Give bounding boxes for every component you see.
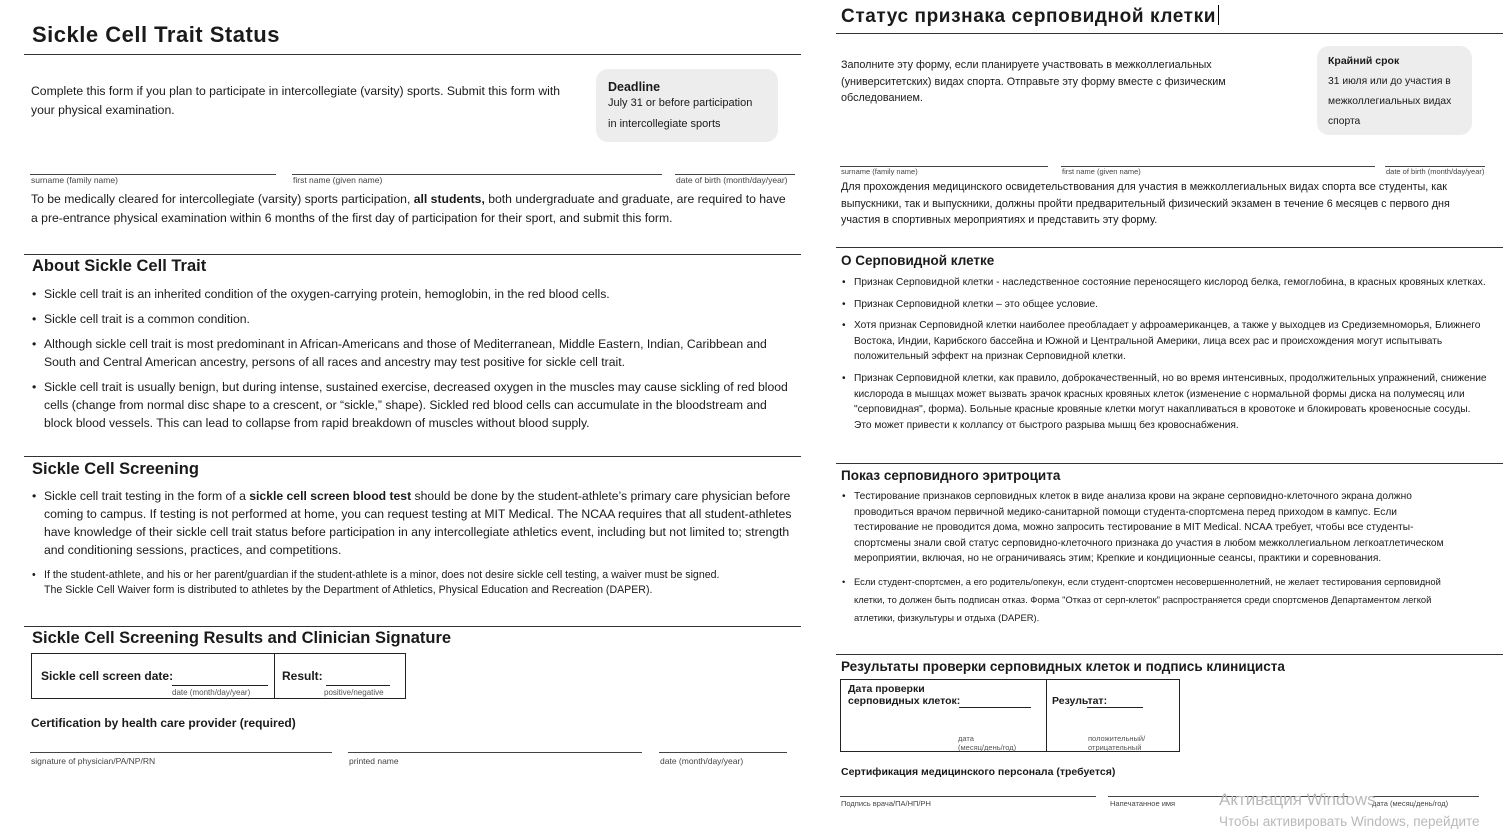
screening-item1-before: Sickle cell trait testing in the form of a (44, 489, 246, 503)
text-cursor (1218, 5, 1219, 25)
screen-date-sub-ru-2: (месяц/день/год) (958, 743, 1017, 752)
sign-date-field-ru[interactable] (1371, 786, 1479, 797)
results-table-ru (840, 679, 1180, 752)
clearance-text-ru: Для прохождения медицинского освидетельствования для участия в межколлегиальных видах спорта все студенты, как выпускники, так и выпускники, должны пройти предварительный физический экзамен в течение 6 месяцев с первого дня участия в спортивных мероприятиях и представить эту форму. (841, 181, 1450, 227)
page-title-ru[interactable] (841, 5, 1219, 28)
sign-date-label-ru: дата (месяц/день/год) (1372, 799, 1449, 808)
result-sub: positive/negative (324, 688, 384, 697)
screen-date-label: Sickle cell screen date: (41, 669, 174, 683)
deadline-box-ru (1317, 46, 1472, 135)
result-input[interactable] (326, 685, 390, 686)
surname-field-ru[interactable] (840, 156, 1048, 167)
screening-list (32, 487, 792, 591)
intro-text: Complete this form if you plan to participate in intercollegiate (varsity) sports. Submit this form with your physical examination. (31, 84, 561, 117)
activation-watermark-text: Чтобы активировать Windows, перейдите (1219, 814, 1480, 829)
dob-field-ru[interactable] (1385, 156, 1485, 167)
screen-date-input[interactable] (172, 685, 268, 686)
list-item (32, 487, 792, 559)
clearance-bold: all students, (413, 192, 485, 206)
results-heading-ru: Результаты проверки серповидных клеток и подпись клинициста (841, 659, 1285, 674)
dob-label: date of birth (month/day/year) (676, 175, 788, 185)
results-divider (24, 626, 801, 627)
screen-date-sub: date (month/day/year) (172, 688, 251, 697)
list-item: • Sickle cell trait is usually benign, but during intense, sustained exercise, decreased oxygen in the muscles may cause sickling of red blood cells (change from normal disc shape to a crescent, or “sickle,” shape). Sickled red blood cells can accumulate in the bloodstream and block blood vessels. This can lead to collapse from rapid breakdown of muscles without blood supply. (32, 378, 792, 432)
deadline-line2-ru: межколлегиальных видах (1328, 96, 1452, 107)
certification-label-ru: Сертификация медицинского персонала (требуется) (841, 766, 1116, 778)
deadline-line1: July 31 or before participation (608, 97, 753, 109)
list-item: • Тестирование признаков серповидных клеток в виде анализа крови на экране серповидно-клеточного экрана должно проводиться врачом первичной медико-санитарной помощи студента-спортсмена перед приходом в кампус. Если тестирование не проводится дома, можно запросить тестирование в MIT Medical. NCAA требует, чтобы все студенты-спортсмены знали свой статус серповидно-клеточного признака до участия в любом межколлегиальном легкоатлетическом мероприятии, включая, но не ограничиваясь этим; Крепкие и кондиционные сеансы, практики и соревнования. (842, 489, 1460, 567)
first-name-label: first name (given name) (293, 175, 383, 185)
clearance-before: To be medically cleared for intercollegiate (varsity) sports participation, (31, 192, 411, 206)
signature-field-ru[interactable] (840, 786, 1096, 797)
screening-divider-ru (836, 463, 1503, 464)
screening-item1-after: should be done by the student-athlete’s primary care physician before coming to campus. If testing is not performed at home, you can request testing at MIT Medical. The NCAA requires that all student-athletes have knowledge of their sickle cell trait status before participation in any intercollegiate athletics event, including but not limited to; strength and conditioning sessions, practices, and competitions. (44, 489, 792, 557)
about-heading-ru: О Серповидной клетке (841, 253, 995, 268)
deadline-line2: in intercollegiate sports (608, 118, 721, 130)
russian-form (812, 0, 1511, 836)
signature-field[interactable] (30, 740, 332, 753)
about-divider-ru (836, 247, 1503, 248)
list-item: • Хотя признак Серповидной клетки наиболее преобладает у афроамериканцев, а также у выходцев из Средиземноморья, Ближнего Востока, Индии, Карибского бассейна и Южной и Центральной Америки, лица всех рас и происхождения могут испытывать положительный эффект на признак Серповидной клетки. (842, 318, 1487, 365)
signature-label-ru: Подпись врача/ПА/НП/РН (841, 799, 931, 808)
page-title-ru-text: Статус признака серповидной клетки (841, 6, 1216, 27)
list-item: • Sickle cell trait is a common condition. (32, 310, 792, 328)
surname-label-ru: surname (family name) (841, 167, 918, 176)
screening-list-ru (842, 489, 1460, 633)
list-item: • Although sickle cell trait is most predominant in African-Americans and those of Mediterranean, Middle Eastern, Indian, Caribbean and South and Central American ancestry, persons of all races and ancestry may test positive for sickle cell trait. (32, 335, 792, 371)
deadline-label: Deadline (608, 80, 661, 94)
screening-divider (24, 456, 801, 457)
about-list-ru (842, 275, 1487, 439)
printed-name-field[interactable] (348, 740, 642, 753)
screening-item2: If the student-athlete, and his or her parent/guardian if the student-athlete is a minor, does not desire sickle cell testing, a waiver must be signed. (44, 569, 720, 581)
printed-name-label: printed name (349, 756, 399, 766)
results-cell-divider-ru (1046, 680, 1047, 751)
result-input-ru[interactable] (1087, 707, 1143, 708)
screen-date-input-ru[interactable] (959, 707, 1031, 708)
waiver-note: The Sickle Cell Waiver form is distributed to athletes by the Department of Athletics, Physical Education and Recreation (DAPER). (44, 584, 653, 596)
signature-label: signature of physician/PA/NP/RN (31, 756, 156, 766)
clearance-text (31, 190, 791, 228)
screen-date-label-ru-2: серповидных клеток: (848, 695, 961, 707)
page-title: Sickle Cell Trait Status (32, 22, 280, 47)
screen-date-sub-ru-1: дата (958, 734, 974, 743)
result-sub-ru-1: положительный/ (1088, 734, 1146, 743)
screening-item1-bold: sickle cell screen blood test (249, 489, 412, 503)
intro-text-ru: Заполните эту форму, если планируете участвовать в межколлегиальных (университетских) видах спорта. Отправьте эту форму вместе с физическим обследованием. (841, 59, 1226, 105)
screening-heading: Sickle Cell Screening (32, 460, 199, 478)
list-item (32, 566, 792, 584)
screen-date-label-ru-1: Дата проверки (848, 683, 925, 695)
results-cell-divider (274, 654, 275, 698)
list-item: • Признак Серповидной клетки, как правило, доброкачественный, но во время интенсивных, продолжительных упражнений, снижение кислорода в мышцах может вызвать зрачок красных кровяных клеток (изменение с нормальной формы диска на полумесяц или "серповидная", форма). Больные красные кровяные клетки могут накапливаться в кровотоке и блокировать кровеносные сосуды. Это может привести к коллапсу от быстрого разрыва мышц без кровоснабжения. (842, 371, 1487, 433)
deadline-label-ru: Крайний срок (1328, 55, 1400, 67)
first-name-label-ru: first name (given name) (1062, 167, 1141, 176)
deadline-box (596, 69, 778, 142)
list-item: • Sickle cell trait is an inherited condition of the oxygen-carrying protein, hemoglobin, in the red blood cells. (32, 285, 792, 303)
list-item: • Если студент-спортсмен, а его родитель/опекун, если студент-спортсмен несовершеннолетний, не желает тестирования серповидной клетки, то должен быть подписан отказ. Форма "Отказ от серп-клеток" распространяется среди спортсменов Департаментом легкой атлетики, физкультуры и отдыха (DAPER). (842, 573, 1460, 627)
results-divider-ru (836, 654, 1503, 655)
sign-date-field[interactable] (659, 740, 787, 753)
deadline-line3-ru: спорта (1328, 116, 1361, 127)
results-heading: Sickle Cell Screening Results and Clinician Signature (32, 629, 452, 647)
result-label: Result: (282, 669, 323, 683)
dob-label-ru: date of birth (month/day/year) (1386, 167, 1485, 176)
about-list (32, 285, 792, 439)
title-divider-ru (836, 33, 1503, 34)
first-name-field[interactable] (292, 162, 662, 175)
result-label-ru: Результат: (1052, 695, 1108, 707)
dob-field[interactable] (675, 162, 795, 175)
surname-field[interactable] (30, 162, 276, 175)
about-divider (24, 254, 801, 255)
screening-heading-ru: Показ серповидного эритроцита (841, 468, 1061, 483)
first-name-field-ru[interactable] (1061, 156, 1375, 167)
about-heading: About Sickle Cell Trait (32, 257, 207, 275)
certification-label: Certification by health care provider (required) (31, 716, 296, 730)
clearance-after: both undergraduate and graduate, are required to have a pre-entrance physical examination within 6 months of the first day of participation for their sport, and submit this form. (31, 192, 786, 225)
deadline-line1-ru: 31 июля или до участия в (1328, 76, 1451, 87)
sign-date-label: date (month/day/year) (660, 756, 744, 766)
surname-label: surname (family name) (31, 175, 118, 185)
list-item: • Признак Серповидной клетки – это общее условие. (842, 297, 1487, 313)
results-table (31, 653, 406, 699)
activation-watermark-title: Активация Windows (1219, 790, 1376, 809)
list-item: • Признак Серповидной клетки - наследственное состояние переносящего кислород белка, гемоглобина, в красных кровяных клетках. (842, 275, 1487, 291)
printed-name-label-ru: Напечатанное имя (1110, 799, 1176, 808)
title-divider (24, 54, 801, 55)
result-sub-ru-2: отрицательный (1088, 743, 1142, 752)
